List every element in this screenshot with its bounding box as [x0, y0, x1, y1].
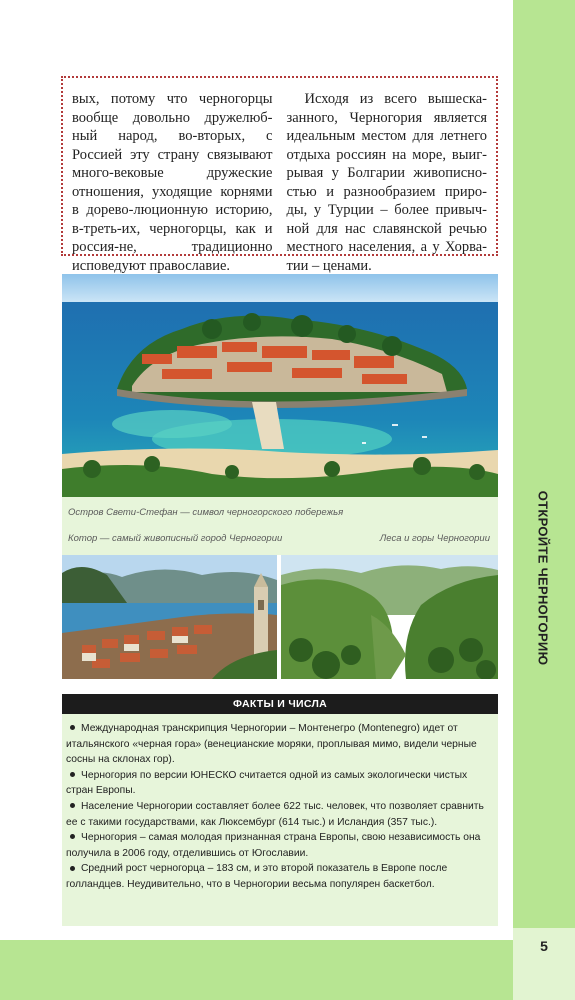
paragraph-left: вых, потому что черногорцы вообще довольно дружелюб-ный народ, во-вторых, с Россией эту страну связывают много-вековые дружеские отношения, уходящие корнями в дорево-люционную историю, в-треть-их, черногорцы, как и россия-не, традиционно исповедуют православие.: [72, 91, 273, 274]
text-box: [61, 76, 498, 274]
caption-bar-secondary: [62, 527, 498, 555]
fact-item: [66, 799, 492, 830]
page-number: 5: [540, 938, 548, 954]
caption-main-photo: Остров Свети-Стефан — символ черногорского побережья: [68, 507, 344, 518]
bottom-band: [0, 940, 513, 1000]
fact-text: Средний рост черногорца – 183 см, и это второй показатель в Европе после голландцев. Неудивительно, что в Черногории весьма популярен баскетбол.: [66, 863, 448, 890]
fact-item: [66, 768, 492, 799]
bullet-icon: [70, 725, 75, 730]
forest-mountains-photo: [281, 555, 498, 679]
section-title-vertical: [530, 490, 556, 665]
bullet-icon: [70, 803, 75, 808]
text-column-right: [286, 90, 488, 274]
bullet-icon: [70, 834, 75, 839]
kotor-photo: [62, 555, 277, 679]
paragraph-right: Исходя из всего вышеска-занного, Черногория является идеальным местом для летнего отдыха россиян на море, выиг-рывая у Болгарии живописно-стью и разнообразием приро-ды, у Турции – более привыч-ной для нас славянской речью местного населения, а у Хорва-тии – ценами.: [286, 91, 487, 274]
text-column-left: [72, 90, 273, 274]
caption-kotor-photo: Котор — самый живописный город Черногории: [68, 533, 283, 544]
page-number-box: [513, 928, 575, 1000]
fact-item: [66, 861, 492, 892]
caption-bar-main: [62, 497, 498, 527]
fact-text: Черногория – самая молодая признанная страна Европы, свою независимость она получила в 2006 году, отделившись от Югославии.: [66, 832, 481, 859]
facts-header: ФАКТЫ И ЧИСЛА: [62, 694, 498, 714]
bullet-icon: [70, 772, 75, 777]
fact-text: Международная транскрипция Черногории – Монтенегро (Montenegro) идет от итальянского «черная гора» (венецианские моряки, проплывая мимо, видели черные сосны на склонах гор).: [66, 723, 477, 766]
facts-list: [62, 714, 498, 926]
fact-item: [66, 721, 492, 768]
caption-forest-photo: Леса и горы Черногории: [379, 533, 490, 544]
fact-text: Население Черногории составляет более 622 тыс. человек, что позволяет сравнить ее с такими государствами, как Люксембург (614 тыс.) и Исландия (357 тыс.).: [66, 800, 484, 828]
section-title-text: ОТКРОЙТЕ ЧЕРНОГОРИЮ: [535, 490, 551, 665]
fact-item: [66, 830, 492, 861]
sveti-stefan-photo: [62, 274, 498, 497]
bullet-icon: [70, 866, 75, 871]
fact-text: Черногория по версии ЮНЕСКО считается одной из самых экологически чистых стран Европы.: [66, 769, 468, 797]
